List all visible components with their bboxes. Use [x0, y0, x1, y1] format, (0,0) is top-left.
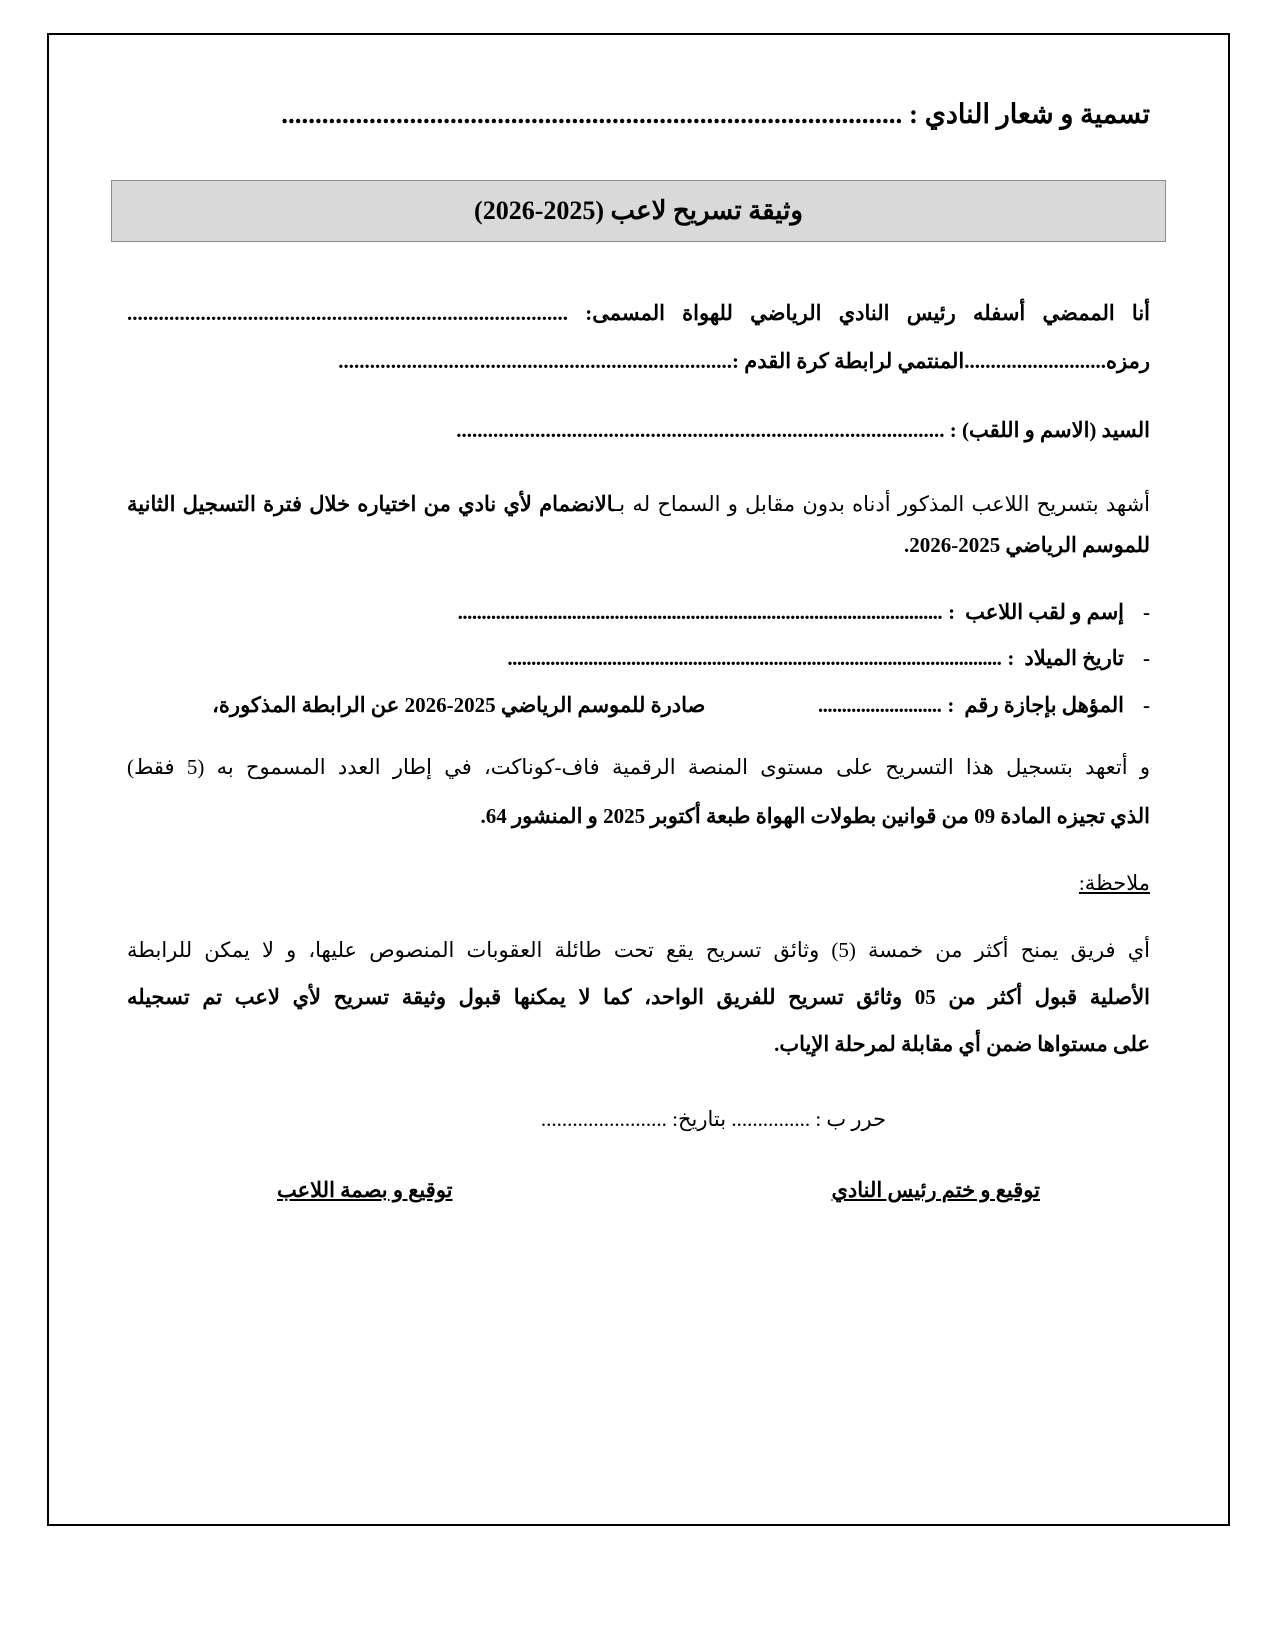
- certification-text-bold: الانضمام لأي نادي من اختياره خلال فترة التسجيل الثانية للموسم الرياضي 2025-2026.: [127, 491, 1150, 557]
- note-label: [127, 871, 1150, 896]
- field-dots-license-number: ..........................: [817, 692, 942, 717]
- issued-at-date-line: حرر ب : ............... بتاريخ: ........................: [540, 1106, 887, 1131]
- pledge-line-1: و أتعهد بتسجيل هذا التسريح على مستوى المنصة الرقمية فاف-كوناكت، في إطار العدد المسموح به (5 فقط): [127, 755, 1150, 780]
- document-body: [111, 294, 1166, 1203]
- certification-text-plain: أشهد بتسريح اللاعب المذكور أدناه بدون مقابل و السماح له بـ: [613, 491, 1150, 516]
- signature-club-president-label: توقيع و ختم رئيس النادي: [831, 1177, 1040, 1202]
- pledge-line-2: الذي تجيزه المادة 09 من قوانين بطولات الهواة طبعة أكتوبر 2025 و المنشور 64.: [480, 804, 1150, 829]
- note-line-3: على مستواها ضمن أي مقابلة لمرحلة الإياب.: [774, 1031, 1150, 1056]
- intro-line-2: رمزه...........................المنتمي لرابطة كرة القدم :...........................................................................: [338, 349, 1150, 374]
- signature-row: [127, 1178, 1150, 1203]
- note-line-2: الأصلية قبول أكثر من 05 وثائق تسريح للفريق الواحد، كما لا يمكنها قبول وثيقة تسريح لأي لاعب تم تسجيله: [127, 985, 1151, 1010]
- field-separator: :: [947, 692, 955, 717]
- player-fields-list: [127, 596, 1150, 722]
- field-separator: :: [1007, 646, 1015, 671]
- intro-line-1: أنا الممضي أسفله رئيس النادي الرياضي للهواة المسمى: ....................................................................................: [127, 301, 1150, 326]
- list-item: [127, 596, 1150, 629]
- field-label-player-name: إسم و لقب اللاعب: [965, 599, 1124, 624]
- certification-paragraph: [127, 484, 1150, 566]
- signature-player-label: توقيع و بصمة اللاعب: [277, 1177, 453, 1202]
- field-separator: :: [948, 599, 956, 624]
- document-page: [47, 33, 1230, 1526]
- field-tail-license-season: صادرة للموسم الرياضي 2025-2026 عن الرابطة المذكورة،: [212, 692, 706, 717]
- page-content: [49, 35, 1228, 1524]
- document-title-bar: [111, 180, 1166, 242]
- list-item: [127, 642, 1150, 675]
- note-line-1: أي فريق يمنح أكثر من خمسة (5) وثائق تسريح يقع تحت طائلة العقوبات المنصوص عليها، و لا يمكن للرابطة: [127, 938, 1151, 963]
- club-name-logo-line: [111, 95, 1166, 134]
- field-label-license-number: المؤهل بإجازة رقم: [964, 692, 1124, 717]
- field-dots-birth-date: ........................................................................................................: [507, 646, 1002, 671]
- field-label-birth-date: تاريخ الميلاد: [1024, 646, 1124, 671]
- list-item: [127, 689, 1150, 722]
- bullet-dash-icon: -: [1143, 599, 1150, 624]
- field-dots-player-name: ......................................................................................................: [457, 599, 943, 624]
- bullet-dash-icon: -: [1143, 692, 1150, 717]
- club-name-dots: ............................................................................................: [281, 99, 903, 129]
- note-label-text: ملاحظة:: [1078, 871, 1150, 896]
- club-name-label: تسمية و شعار النادي :: [902, 99, 1150, 129]
- page-title: وثيقة تسريح لاعب (2025-2026): [474, 196, 803, 226]
- bullet-dash-icon: -: [1143, 646, 1150, 671]
- person-name-line: السيد (الاسم و اللقب) : .............................................................................................: [456, 417, 1150, 442]
